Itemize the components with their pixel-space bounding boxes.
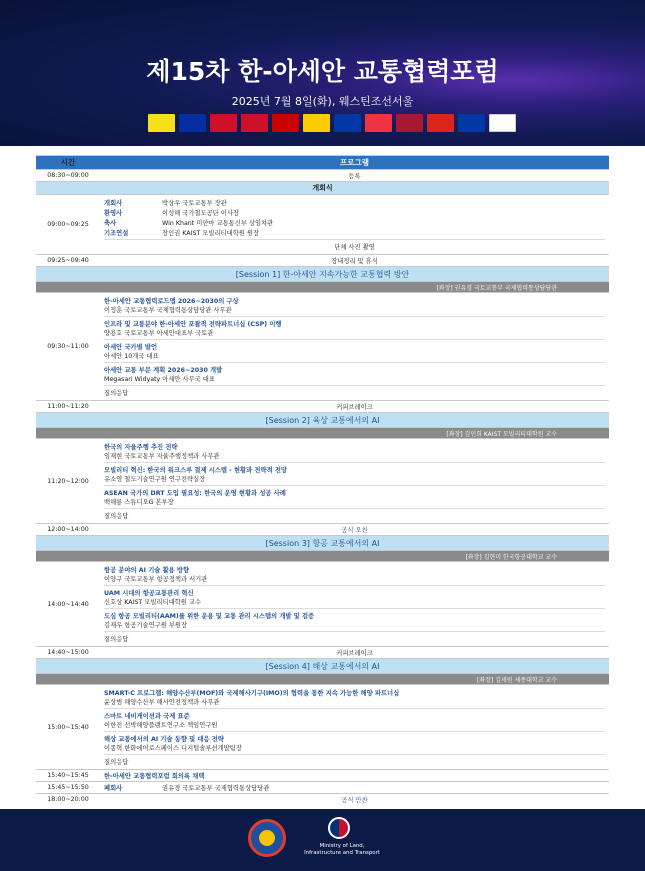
presentation-item: [104, 463, 605, 486]
session-1-title: [Session 1] 한-아세안 지속가능한 교통협력 방안: [36, 267, 609, 282]
session-4-list: [104, 686, 605, 754]
session-2-block: 11:20~12:00 한국의 자율주행 추진 전략 임재현 국토교통부 자율주행정책과 사무관 모빌리티 혁신: 한국의 워크스루 결제 시스템 - 현황과 전략적 전망 유소영 철도기술연구원 연구전략실장 ASEAN 국가의 DRT 도입 필요성: 한국의 운영 현황과 성공 사례 백해룡 스튜디오G 본부장 질의응답: [36, 439, 609, 524]
session-3-list: [104, 563, 605, 631]
flag-singapore-icon: [365, 114, 392, 132]
ceremony-role: 축사: [104, 220, 117, 227]
presentation-title: 도심 항공 모빌리티(AAM)를 위한 운용 및 교통 관리 시스템의 개발 및 검증: [104, 613, 315, 620]
flag-malaysia-icon: [272, 114, 299, 132]
presentation-item: [104, 486, 605, 508]
qa-label: 질의응답: [104, 631, 605, 645]
table-row: 12:00~14:00 공식 오찬: [36, 524, 609, 536]
presentation-item: [104, 609, 605, 631]
presentation-title: 한-아세안 교통협력로드맵 2026~2030의 구상: [104, 298, 239, 305]
presentation-item: [104, 686, 605, 709]
presentation-item: [104, 586, 605, 609]
flag-brunei-icon: [148, 114, 175, 132]
session-1-block: 09:30~11:00 한-아세안 교통협력로드맵 2026~2030의 구상 이정훈 국토교통부 국제협력통상담당관 사무관 인프라 및 교통분야 한-아세안 포괄적 전략파트너십 (CSP) 이행 양용호 국토교통부 아세안대표부 국토관 아세안 국가별 발언 아세안 10개국 대표 아세안 교통 부문 계획 2026~2030 개발 Megasari Widyaty 아세안 사무국 대표 질의응답: [36, 293, 609, 401]
presentation-item: [104, 294, 605, 317]
presentation-title: 아세안 교통 부문 계획 2026~2030 개발: [104, 367, 223, 374]
ministry-emblem-icon: [328, 817, 350, 839]
presentation-title: UAM 시대의 항공교통관리 혁신: [104, 590, 194, 597]
presentation-speaker: 김재우 항공기술연구원 부원장: [104, 622, 188, 629]
ceremony-role: 개회사: [104, 200, 123, 207]
page-title: 제15차 한-아세안 교통협력포럼: [146, 57, 499, 86]
session-4-block: 15:00~15:40 SMART-C 프로그램: 해양수산부(MOF)와 국제해사기구(IMO)의 협력을 통한 지속 가능한 해양 파트너십 윤상범 해양수산부 해사안전정책과 사무관 스마트 네비게이션과 국제 표준 이한진 선박해양플랜트연구소 책임연구원 해상 교통에서의 AI 기술 동향 및 대응 전략 이종혁 한화에어로스페이스 디지털솔루션개발팀장 질의응답: [36, 685, 609, 770]
presentation-title: 스마트 네비게이션과 국제 표준: [104, 713, 190, 720]
table-row: 08:30~09:00 등록: [36, 170, 609, 182]
ceremony-role: 기조연설: [104, 230, 129, 237]
flag-myanmar-icon: [303, 114, 330, 132]
presentation-speaker: 이정훈 국토교통부 국제협력통상담당관 사무관: [104, 307, 232, 314]
session-2-list: [104, 440, 605, 508]
presentation-title: SMART-C 프로그램: 해양수산부(MOF)와 국제해사기구(IMO)의 협력을 통한 지속 가능한 해양 파트너십: [104, 690, 400, 697]
closing-role: 폐회사: [104, 785, 123, 792]
presentation-speaker: 이종혁 한화에어로스페이스 디지털솔루션개발팀장: [104, 745, 242, 752]
presentation-speaker: 윤상범 해양수산부 해사안전정책과 사무관: [104, 699, 220, 706]
presentation-item: [104, 732, 605, 754]
footer: [0, 809, 645, 871]
ceremony-speaker: 박상우 국토교통부 장관: [162, 200, 227, 207]
ceremony-role: 환영사: [104, 210, 123, 217]
flag-korea-icon: [489, 114, 516, 132]
presentation-speaker: 유소영 철도기술연구원 연구전략실장: [104, 476, 206, 483]
presentation-speaker: 이한진 선박해양플랜트연구소 책임연구원: [104, 722, 218, 729]
presentation-title: 한국의 자율주행 추진 전략: [104, 444, 178, 451]
presentation-speaker: 아세안 10개국 대표: [104, 353, 159, 360]
presentation-item: [104, 709, 605, 732]
presentation-speaker: Megasari Widyaty 아세안 사무국 대표: [104, 376, 215, 383]
ceremony-speaker: Win Khant 미얀마 교통통신부 상임차관: [162, 220, 274, 227]
presentation-title: ASEAN 국가의 DRT 도입 필요성: 한국의 운영 현황과 성공 사례: [104, 490, 286, 497]
presentation-item: [104, 317, 605, 340]
presentation-speaker: 백해룡 스튜디오G 본부장: [104, 499, 174, 506]
flag-laos-icon: [241, 114, 268, 132]
qa-label: 질의응답: [104, 754, 605, 768]
session-3-block: 14:00~14:40 항공 분야의 AI 기술 활용 방향 이양구 국토교통부 항공정책과 서기관 UAM 시대의 항공교통관리 혁신 신호상 KAIST 모빌리티대학원 교수 도심 항공 모빌리티(AAM)를 위한 운용 및 교통 관리 시스템의 개발 및 검증 김재우 항공기술연구원 부원장 질의응답: [36, 562, 609, 647]
event-date-venue: 2025년 7월 8일(화), 웨스틴조선서울: [231, 95, 414, 108]
ceremony-speaker: 이성해 국가철도공단 이사장: [162, 210, 239, 217]
session-1-chair: [좌장] 권유경 국토교통부 국제협력통상담당관: [36, 282, 609, 293]
table-row: 18:00~20:00 공식 만찬: [36, 794, 609, 806]
table-header: [36, 156, 609, 170]
table-row: 09:25~09:40 장내정리 및 휴식: [36, 255, 609, 267]
presentation-title: 해상 교통에서의 AI 기술 동향 및 대응 전략: [104, 736, 224, 743]
table-row: 15:40~15:45 한-아세안 교통협력포럼 회의록 채택: [36, 770, 609, 782]
flag-indonesia-icon: [210, 114, 237, 132]
session-4-title: [Session 4] 해상 교통에서의 AI: [36, 659, 609, 674]
presentation-speaker: 양용호 국토교통부 아세안대표부 국토관: [104, 330, 214, 337]
ceremony-list: [104, 196, 605, 239]
table-row: 11:00~11:20 커피브레이크: [36, 401, 609, 413]
presentation-item: [104, 440, 605, 463]
flag-vietnam-icon: [427, 114, 454, 132]
presentation-item: [104, 340, 605, 363]
header-program: 프로그램: [100, 156, 609, 170]
presentation-title: 인프라 및 교통분야 한-아세안 포괄적 전략파트너십 (CSP) 이행: [104, 321, 282, 328]
ceremony-header: 개회식: [36, 182, 609, 195]
table-row: 14:40~15:00 커피브레이크: [36, 647, 609, 659]
asean-logo-icon: [248, 819, 286, 857]
presentation-title: 아세안 국가별 발언: [104, 344, 158, 351]
table-row: 15:45~15:50 폐회사 권유경 국토교통부 국제협력통상담당관: [36, 782, 609, 794]
qa-label: 질의응답: [104, 508, 605, 522]
session-3-chair: [좌장] 김현미 한국항공대학교 교수: [36, 551, 609, 562]
session-2-chair: [좌장] 김인희 KAIST 모빌리티대학원 교수: [36, 428, 609, 439]
presentation-speaker: 신호상 KAIST 모빌리티대학원 교수: [104, 599, 202, 606]
session-3-title: [Session 3] 항공 교통에서의 AI: [36, 536, 609, 551]
ministry-name: Ministry of Land, Infrastructure and Transport: [304, 843, 380, 856]
presentation-item: [104, 363, 605, 385]
presentation-item: [104, 563, 605, 586]
presentation-speaker: 임재현 국토교통부 자율주행정책과 사무관: [104, 453, 220, 460]
session-1-list: [104, 294, 605, 385]
flag-philippines-icon: [334, 114, 361, 132]
flag-thailand-icon: [396, 114, 423, 132]
qa-label: 질의응답: [104, 385, 605, 399]
ceremony-block: 09:00~09:25 개회사 박상우 국토교통부 장관 환영사 이성해 국가철도공단 이사장 축사 Win Khant 미얀마 교통통신부 상임차관 기조연설 장인권 KAIST 모빌리티대학원 원장 단체 사진 촬영: [36, 195, 609, 255]
session-2-title: [Session 2] 육상 교통에서의 AI: [36, 413, 609, 428]
presentation-speaker: 이양구 국토교통부 항공정책과 서기관: [104, 576, 208, 583]
group-photo: 단체 사진 촬영: [104, 239, 605, 253]
header-time: 시간: [36, 156, 100, 170]
session-4-chair: [좌장] 김세원 세종대학교 교수: [36, 674, 609, 685]
flag-asean-icon: [458, 114, 485, 132]
presentation-title: 항공 분야의 AI 기술 활용 방향: [104, 567, 190, 574]
presentation-title: 모빌리티 혁신: 한국의 워크스루 결제 시스템 - 현황과 전략적 전망: [104, 467, 288, 474]
flag-row: [148, 114, 516, 132]
ceremony-speaker: 장인권 KAIST 모빌리티대학원 원장: [162, 230, 260, 237]
banner: [0, 0, 645, 146]
closing-speaker: 권유경 국토교통부 국제협력통상담당관: [162, 785, 270, 792]
schedule-table: [36, 155, 609, 805]
flag-cambodia-icon: [179, 114, 206, 132]
